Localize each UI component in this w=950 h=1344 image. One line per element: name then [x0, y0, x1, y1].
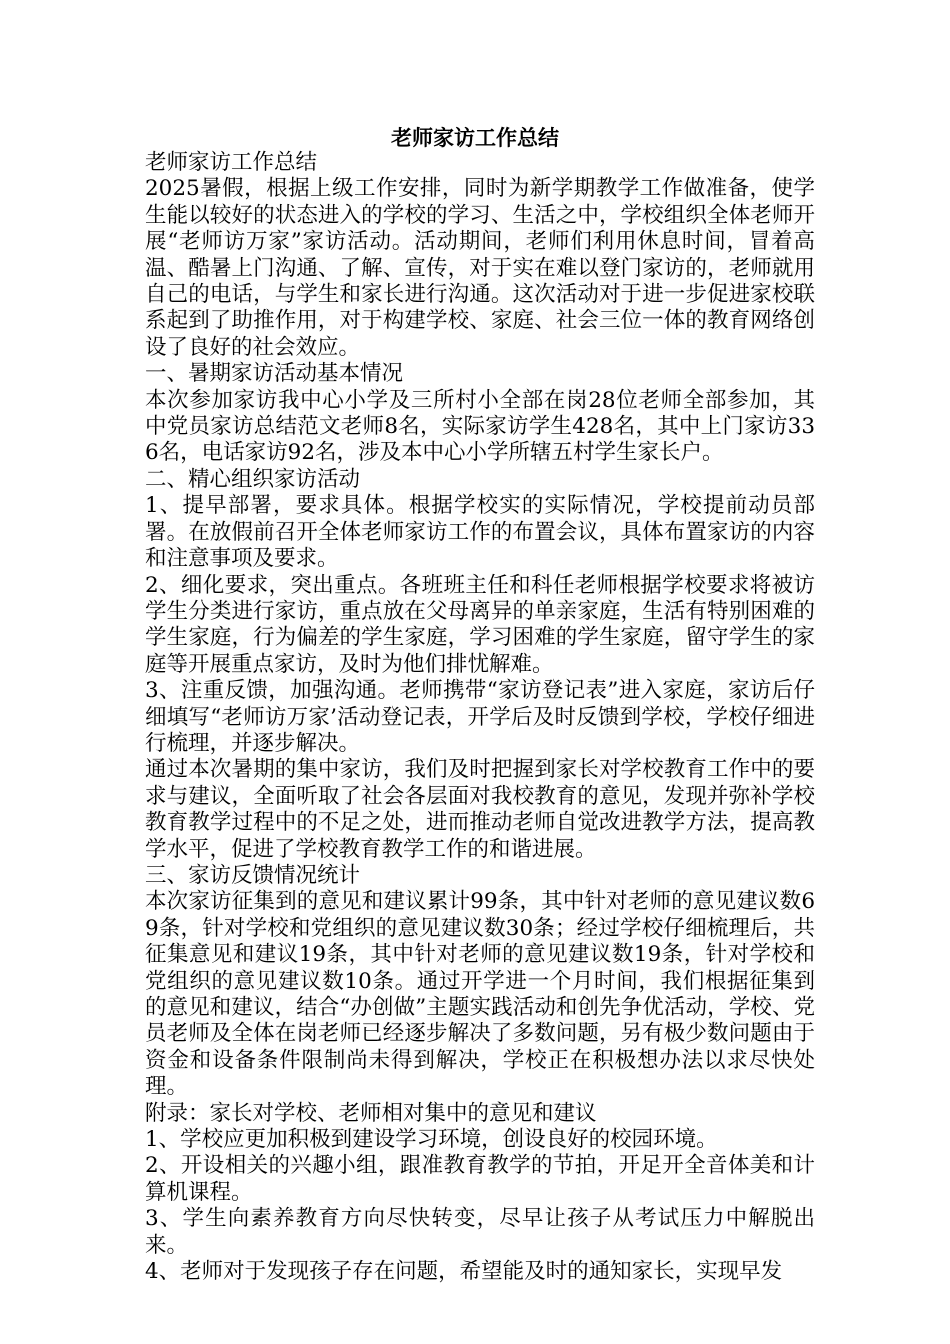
list-item: 3、注重反馈，加强沟通。老师携带“家访登记表”进入家庭，家访后仔细填写“老师访万家’活动登记表，开学后及时反馈到学校，学校仔细进行梳理，并逐步解决。 [145, 678, 815, 756]
document-body [145, 150, 815, 1285]
paragraph-subtitle: 老师家访工作总结 [145, 150, 318, 175]
list-item: 4、老师对于发现孩子存在问题，希望能及时的通知家长，实现早发 [145, 1259, 783, 1285]
appendix-heading: 附录：家长对学校、老师相对集中的意见和建议 [145, 1100, 597, 1126]
paragraph-intro: 2025暑假，根据上级工作安排，同时为新学期教学工作做准备，使学生能以较好的状态进入的学校的学习、生活之中，学校组织全体老师开展“老师访万家”家访活动。活动期间，老师们利用休息时间，冒着高温、酷暑上门沟通、了解、宣传，对于实在难以登门家访的，老师就用自己的电话，与学生和家长进行沟通。这次活动对于进一步促进家校联系起到了助推作用，对于构建学校、家庭、社会三位一体的教育网络创设了良好的社会效应。 [145, 176, 815, 360]
list-item: 2、开设相关的兴趣小组，跟准教育教学的节拍，开足开全音体美和计算机课程。 [145, 1153, 815, 1205]
list-item: 1、提早部署，要求具体。根据学校实的实际情况，学校提前动员部署。在放假前召开全体老师家访工作的布置会议，具体布置家访的内容和注意事项及要求。 [145, 493, 815, 572]
list-item: 2、细化要求，突出重点。各班班主任和科任老师根据学校要求将被访学生分类进行家访，重点放在父母离异的单亲家庭，生活有特别困难的学生家庭，行为偏差的学生家庭，学习困难的学生家庭，留守学生的家庭等开展重点家访，及时为他们排忧解难。 [145, 572, 815, 677]
list-item: 1、学校应更加积极到建设学习环境，创设良好的校园环境。 [145, 1127, 718, 1153]
list-item: 3、学生向素养教育方向尽快转变，尽早让孩子从考试压力中解脱出来。 [145, 1206, 815, 1258]
paragraph: 本次家访征集到的意见和建议累计99条，其中针对老师的意见建议数69条，针对学校和党组织的意见建议数30条；经过学校仔细梳理后，共征集意见和建议19条，其中针对老师的意见建议数19条，针对学校和党组织的意见建议数10条。通过开学进一个月时间，我们根据征集到的意见和建议，结合“办创做”主题实践活动和创先争优活动，学校、党员老师及全体在岗老师已经逐步解决了多数问题，另有极少数问题由于资金和设备条件限制尚未得到解决，学校正在积极想办法以求尽快处理。 [145, 889, 815, 1100]
document-title: 老师家访工作总结 [391, 126, 559, 150]
paragraph: 通过本次暑期的集中家访，我们及时把握到家长对学校教育工作中的要求与建议，全面听取了社会各层面对我校教育的意见，发现并弥补学校教育教学过程中的不足之处，进而推动老师自觉改进教学方法，提高教学水平，促进了学校教育教学工作的和谐进展。 [145, 757, 815, 862]
section-heading-3: 三、家访反馈情况统计 [145, 862, 361, 888]
section-heading-1: 一、暑期家访活动基本情况 [145, 361, 404, 387]
paragraph: 本次参加家访我中心小学及三所村小全部在岗28位老师全部参加，其中党员家访总结范文老师8名，实际家访学生428名，其中上门家访336名，电话家访92名，涉及本中心小学所辖五村学生家长户。 [145, 387, 815, 466]
section-heading-2: 二、精心组织家访活动 [145, 466, 361, 492]
